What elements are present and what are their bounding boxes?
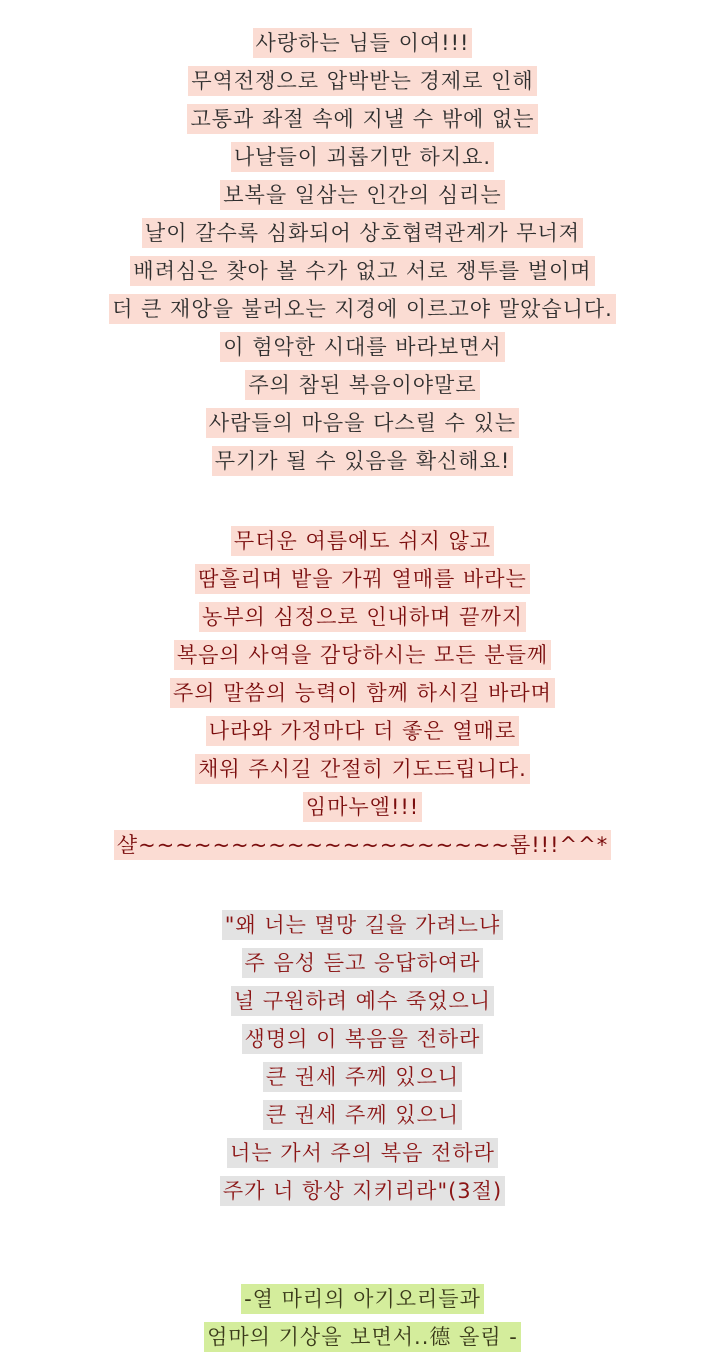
text-line: 채워 주시길 간절히 기도드립니다. bbox=[0, 754, 725, 792]
text-line: 무기가 될 수 있음을 확신해요! bbox=[0, 446, 725, 484]
text-line: 샬~~~~~~~~~~~~~~~~~~~~롬!!!^^* bbox=[0, 830, 725, 868]
text-line: 주의 참된 복음이야말로 bbox=[0, 370, 725, 408]
text-line: 복음의 사역을 감당하시는 모든 분들께 bbox=[0, 640, 725, 678]
text-line: 무더운 여름에도 쉬지 않고 bbox=[0, 526, 725, 564]
text-line: 주의 말씀의 능력이 함께 하시길 바라며 bbox=[0, 678, 725, 716]
hymn-line: 주 음성 듣고 응답하여라 bbox=[0, 948, 725, 986]
text-line: 날이 갈수록 심화되어 상호협력관계가 무너져 bbox=[0, 218, 725, 256]
text-line: 땀흘리며 밭을 가꿔 열매를 바라는 bbox=[0, 564, 725, 602]
text-line: 임마누엘!!! bbox=[0, 792, 725, 830]
hymn-line: 너는 가서 주의 복음 전하라 bbox=[0, 1138, 725, 1176]
hymn-line: 큰 권세 주께 있으니 bbox=[0, 1062, 725, 1100]
hymn-line: 널 구원하려 예수 죽었으니 bbox=[0, 986, 725, 1024]
text-line: 농부의 심정으로 인내하며 끝까지 bbox=[0, 602, 725, 640]
text-line: 보복을 일삼는 인간의 심리는 bbox=[0, 180, 725, 218]
text-line: 배려심은 찾아 볼 수가 없고 서로 쟁투를 벌이며 bbox=[0, 256, 725, 294]
text-line: 나라와 가정마다 더 좋은 열매로 bbox=[0, 716, 725, 754]
hymn-line: "왜 너는 멸망 길을 가려느냐 bbox=[0, 910, 725, 948]
text-line: 사랑하는 님들 이여!!! bbox=[0, 28, 725, 66]
text-line: 더 큰 재앙을 불러오는 지경에 이르고야 말았습니다. bbox=[0, 294, 725, 332]
text-line: 고통과 좌절 속에 지낼 수 밖에 없는 bbox=[0, 104, 725, 142]
signature-line: 엄마의 기상을 보면서..德 올림 - bbox=[0, 1322, 725, 1360]
hymn-line: 주가 너 항상 지키리라"(3절) bbox=[0, 1176, 725, 1214]
text-line: 사람들의 마음을 다스릴 수 있는 bbox=[0, 408, 725, 446]
hymn-line: 큰 권세 주께 있으니 bbox=[0, 1100, 725, 1138]
text-line: 무역전쟁으로 압박받는 경제로 인해 bbox=[0, 66, 725, 104]
text-line: 이 험악한 시대를 바라보면서 bbox=[0, 332, 725, 370]
signature-line: -열 마리의 아기오리들과 bbox=[0, 1284, 725, 1322]
hymn-line: 생명의 이 복음을 전하라 bbox=[0, 1024, 725, 1062]
text-line: 나날들이 괴롭기만 하지요. bbox=[0, 142, 725, 180]
